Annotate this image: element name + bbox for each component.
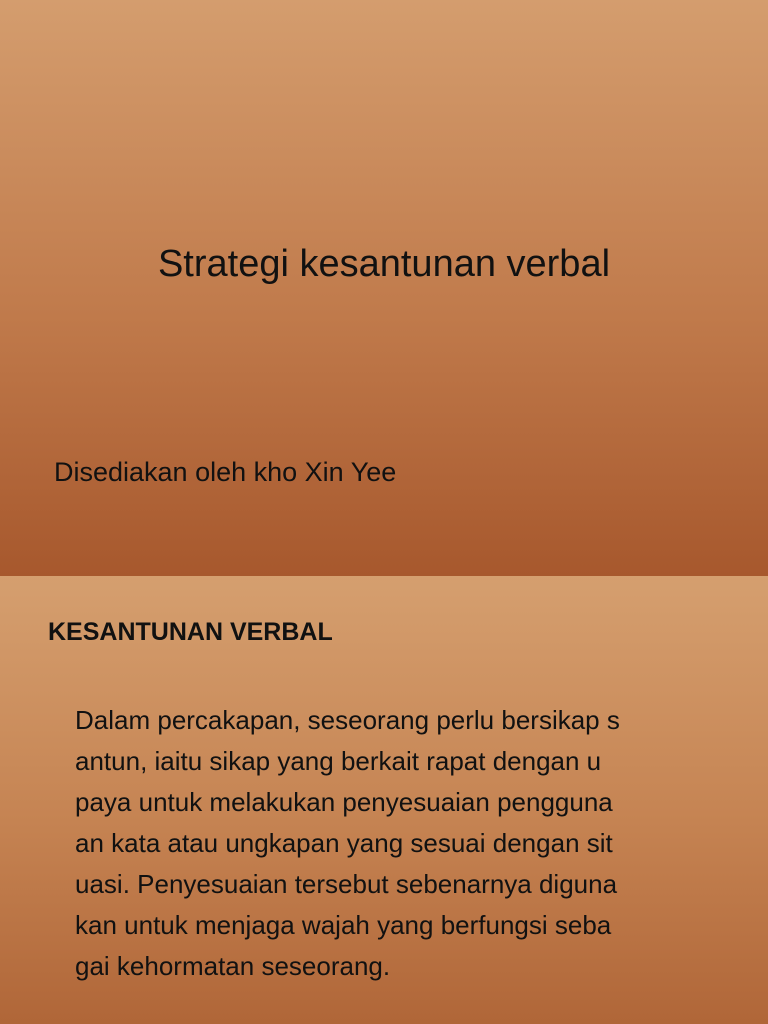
body-line: an kata atau ungkapan yang sesuai dengan sit [75,828,613,858]
body-line: gai kehormatan seseorang. [75,951,391,981]
slide-title: Strategi kesantunan verbal [157,243,611,285]
body-line: kan untuk menjaga wajah yang berfungsi seba [75,910,612,940]
body-line: antun, iaitu sikap yang berkait rapat dengan u [75,746,602,776]
content-slide [0,576,768,1024]
body-line: uasi. Penyesuaian tersebut sebenarnya diguna [75,869,618,899]
slide-heading: KESANTUNAN VERBAL [48,618,333,646]
body-line: paya untuk melakukan penyesuaian pengguna [75,787,613,817]
slide-subtitle: Disediakan oleh kho Xin Yee [54,457,397,487]
body-line: Dalam percakapan, seseorang perlu bersikap s [75,705,620,735]
body-paragraph [75,700,725,987]
